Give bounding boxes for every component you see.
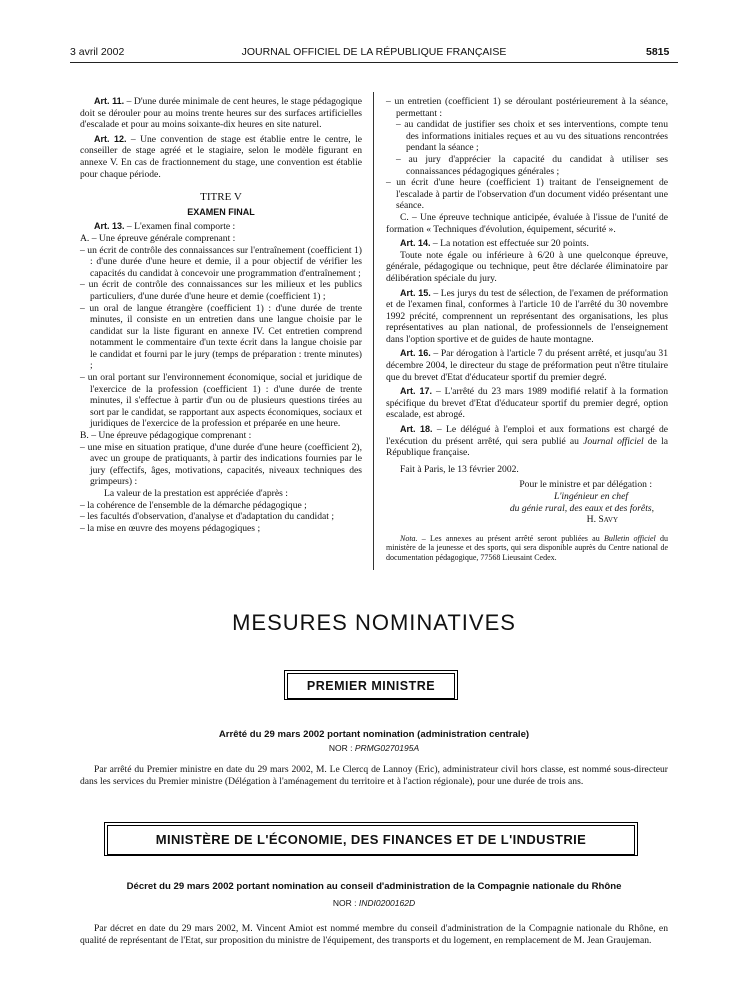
list-subtext: La valeur de la prestation est appréciée d'après :	[104, 488, 288, 499]
list-item: – un oral de langue étrangère (coefficient 1) : d'une durée de trente minutes, il consiste en un entretien dans une langue choisie par le candidat sur la liste figurant en annexe IV. Cet entretien comprend notamment le commentaire d'un texte écrit dans la langue choisie par le candidat et fourni par le jury (temps de préparation : trente minutes) ;	[80, 302, 362, 372]
list-item: – un écrit de contrôle des connaissances sur les milieux et les publics particuliers, d'une durée d'une heure et demie (coefficient 1) ;	[80, 279, 362, 302]
right-column	[386, 96, 668, 563]
list-item: – au candidat de justifier ses choix et ses interventions, compte tenu des informations initiales reçues et au vu des situations rencontrées pendant la séance ;	[396, 119, 668, 154]
section-c: C. – Une épreuve technique anticipée, évaluée à l'issue de l'unité de formation « Techniques d'évolution, équipement, sécurité ».	[386, 211, 668, 235]
nor-value: INDI0200162D	[358, 898, 416, 908]
nor-value: PRMG0270195A	[354, 743, 420, 753]
signature-line: du génie rural, des eaux et des forêts,	[509, 502, 654, 514]
journal-title: JOURNAL OFFICIEL DE LA RÉPUBLIQUE FRANÇAISE	[241, 46, 507, 58]
signature-place-date: Fait à Paris, le 13 février 2002.	[400, 463, 519, 475]
art13-text: – L'examen final comporte :	[124, 221, 236, 233]
nor-label: NOR :	[328, 743, 355, 753]
nota-label: Nota.	[400, 533, 418, 543]
signature-line: Pour le ministre et par délégation :	[519, 479, 652, 491]
list-item: – la mise en œuvre des moyens pédagogiques ;	[80, 522, 261, 534]
premier-ministre-label: PREMIER MINISTRE	[287, 673, 455, 699]
economie-box	[104, 822, 638, 856]
art14-label: Art. 14.	[400, 238, 431, 249]
signature-name: H. Savy	[586, 514, 618, 526]
premier-ministre-box	[284, 670, 458, 700]
art12-label: Art. 12.	[94, 133, 127, 144]
header-rule	[70, 62, 678, 63]
section-b: B. – Une épreuve pédagogique comprenant :	[80, 430, 252, 442]
nota-text-end: du ministère de la jeunesse et des sports, qui sera disponible auprès du Centre national de documentation pédagogique, 77568 Lieusaint Cedex.	[386, 533, 669, 562]
titre-subheading: EXAMEN FINAL	[187, 206, 255, 217]
economie-nor	[0, 898, 748, 908]
premier-title: Arrêté du 29 mars 2002 portant nomination (administration centrale)	[218, 729, 530, 740]
art17-text: – L'arrêté du 23 mars 1989 modifié relatif à la formation spécifique du brevet d'Etat d'éducateur sportif du premier degré, option escalade, est abrogé.	[386, 386, 668, 421]
column-divider	[373, 92, 374, 570]
header-date: 3 avril 2002	[70, 46, 125, 58]
list-item: – un écrit d'une heure (coefficient 1) traitant de l'enseignement de l'escalade à partir de l'observation d'un document vidéo présentant une séance.	[386, 177, 668, 212]
economie-title: Décret du 29 mars 2002 portant nomination au conseil d'administration de la Compagnie nationale du Rhône	[126, 881, 622, 892]
art15-label: Art. 15.	[400, 287, 431, 298]
art14-paragraph: Toute note égale ou inférieure à 6/20 à une quelconque épreuve, générale, pédagogique ou technique, peut être déclarée éliminatoire par délibération spéciale du jury.	[386, 249, 668, 284]
list-item: – un oral portant sur l'environnement économique, social et juridique de l'exercice de la profession (coefficient 1) : d'une durée de trente minutes, il s'effectue à partir d'un ou de plusieurs questions tirées au sort par le candidat, se rapportant aux aspects économiques, sociaux et juridiques de l'exercice de la profession et préparée en une heure.	[80, 372, 362, 430]
art12-text: – Une convention de stage est établie entre le centre, le conseiller de stage agréé et le stagiaire, selon le modèle figurant en annexe V. En cas de fractionnement du stage, une convention est établie pour chaque période.	[80, 133, 362, 180]
art17-label: Art. 17.	[400, 386, 433, 397]
art18-text: – Le délégué à l'emploi et aux formations est chargé de l'exécution du présent arrêté, qui sera publié au	[386, 424, 668, 447]
art15-text: – Les jurys du test de sélection, de l'examen de préformation et de l'examen final, conformes à l'article 10 de l'arrêté du 30 novembre 1992 précité, comprennent un représentant des organisations, les plus représentatives au plan national, de professionnels de l'enseignement dans l'option sportive et de guides de haute montagne.	[386, 287, 668, 345]
list-item: – les facultés d'observation, d'analyse et d'adaptation du candidat ;	[80, 511, 335, 523]
art13-label: Art. 13.	[94, 221, 125, 232]
section-a: A. – Une épreuve générale comprenant :	[80, 232, 236, 244]
left-column	[80, 96, 362, 534]
list-item: – un entretien (coefficient 1) se déroulant postérieurement à la séance, permettant :	[386, 96, 668, 119]
nota-text: – Les annexes au présent arrêté seront publiées au	[417, 533, 604, 543]
nota-bulletin: Bulletin officiel	[603, 533, 656, 543]
signature-line: L'ingénieur en chef	[554, 491, 628, 502]
art18-text-end: de la République française.	[386, 435, 668, 459]
art14-text: – La notation est effectuée sur 20 points.	[430, 238, 589, 250]
nor-label: NOR :	[332, 898, 359, 908]
section-heading: MESURES NOMINATIVES	[232, 610, 516, 635]
economie-label: MINISTÈRE DE L'ÉCONOMIE, DES FINANCES ET DE L'INDUSTRIE	[107, 825, 635, 855]
economie-text: Par décret en date du 29 mars 2002, M. Vincent Amiot est nommé membre du conseil d'administration de la Compagnie nationale du Rhône, en qualité de représentant de l'Etat, sur proposition du ministre de l'équipement, des transports et du logement, en remplacement de M. Jean Graujeman.	[80, 923, 668, 946]
premier-text: Par arrêté du Premier ministre en date du 29 mars 2002, M. Le Clercq de Lannoy (Eric), administrateur civil hors classe, est nommé sous-directeur dans les services du Premier ministre (Délégation à l'aménagement du territoire et à l'action régionale), pour une durée de trois ans.	[80, 764, 668, 787]
page-number: 5815	[646, 46, 670, 58]
list-item: – une mise en situation pratique, d'une durée d'une heure (coefficient 2), avec un groupe de pratiquants, à partir des indications fournies par le jury (effectifs, âges, motivations, capacités, niveaux techniques des grimpeurs) :	[80, 441, 362, 488]
list-item: – au jury d'apprécier la capacité du candidat à utiliser ses connaissances pédagogiques générales ;	[396, 153, 668, 177]
titre-heading: TITRE V	[200, 191, 242, 204]
premier-nor	[0, 743, 748, 753]
art11-text: – D'une durée minimale de cent heures, le stage pédagogique doit se dérouler pour au moins trente heures sur des surfaces artificielles d'escalade et pour au moins soixante-dix heures en site naturel.	[80, 96, 362, 131]
art11-label: Art. 11.	[94, 96, 125, 106]
list-item: – la cohérence de l'ensemble de la démarche pédagogique ;	[80, 499, 307, 511]
list-item: – un écrit de contrôle des connaissances sur l'entraînement (coefficient 1) : d'une durée d'une heure et demie, il a pour objectif de vérifier les capacités du candidat à concevoir une programmation d'entraînement ;	[80, 244, 362, 279]
art16-label: Art. 16.	[400, 348, 431, 359]
art16-text: – Par dérogation à l'article 7 du présent arrêté, et jusqu'au 31 décembre 2004, le directeur du stage de préformation peut n'être titulaire que du brevet d'Etat d'éducateur sportif du premier degré.	[386, 348, 668, 383]
art18-journal: Journal officiel	[583, 435, 644, 447]
art18-label: Art. 18.	[400, 424, 433, 435]
